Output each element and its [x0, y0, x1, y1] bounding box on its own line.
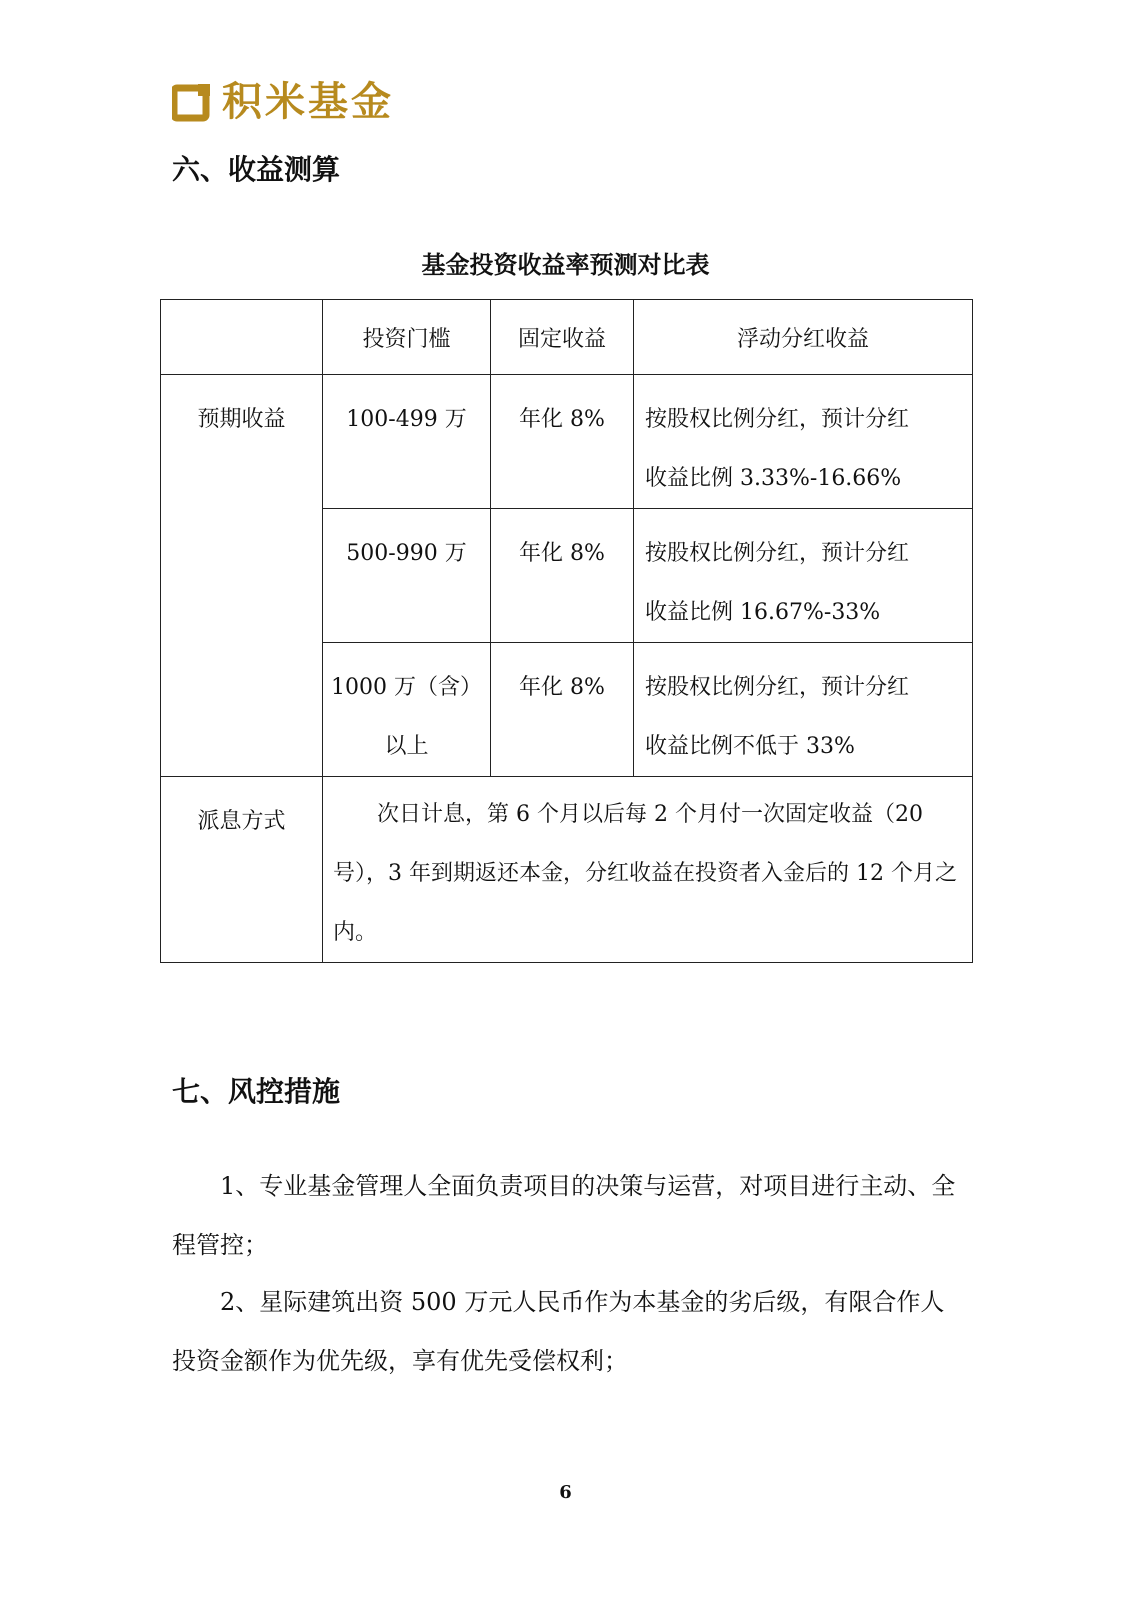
table-title: 基金投资收益率预测对比表	[421, 251, 710, 279]
fixed-text: 年化 8%	[519, 541, 605, 566]
fixed-text: 年化 8%	[519, 675, 605, 700]
fixed-text: 年化 8%	[519, 407, 605, 432]
section-6-title: 六、收益测算	[172, 153, 341, 186]
floating-line-2: 收益比例 3.33%-16.66%	[645, 466, 902, 491]
floating-line-1: 按股权比例分红，预计分红	[645, 675, 910, 700]
page-number: 6	[559, 1482, 572, 1503]
section-7-title: 七、风控措施	[172, 1075, 341, 1108]
payment-text-cell	[323, 777, 973, 963]
floating-line-2: 收益比例 16.67%-33%	[645, 600, 881, 625]
floating-cell	[634, 375, 973, 509]
threshold-cell	[323, 643, 491, 777]
logo-mark-icon	[172, 82, 212, 122]
expected-label: 预期收益	[197, 407, 286, 432]
payment-row	[161, 777, 973, 963]
threshold-text: 100-499 万	[346, 407, 467, 432]
table-header-row	[161, 300, 973, 375]
payment-text: 次日计息，第 6 个月以后每 2 个月付一次固定收益（20 号），3 年到期返还本金，分红收益在投资者入金后的 12 个月之内。	[333, 802, 957, 945]
floating-cell	[634, 643, 973, 777]
logo	[172, 79, 394, 125]
header-cell-threshold: 投资门槛	[323, 300, 491, 375]
header-cell-fixed: 固定收益	[491, 300, 634, 375]
fixed-cell	[491, 509, 634, 643]
header-cell-empty	[161, 300, 323, 375]
payment-label-cell	[161, 777, 323, 963]
floating-line-2: 收益比例不低于 33%	[645, 734, 855, 759]
table-row	[161, 375, 973, 509]
fixed-cell	[491, 375, 634, 509]
fixed-cell	[491, 643, 634, 777]
payment-label: 派息方式	[197, 809, 286, 834]
expected-label-cell	[161, 375, 323, 777]
threshold-cell	[323, 509, 491, 643]
risk-item-1: 1、专业基金管理人全面负责项目的决策与运营，对项目进行主动、全程管控；	[172, 1172, 956, 1259]
returns-table	[160, 299, 973, 963]
threshold-line-1: 1000 万（含）	[331, 675, 482, 700]
floating-line-1: 按股权比例分红，预计分红	[645, 407, 910, 432]
threshold-cell	[323, 375, 491, 509]
floating-cell	[634, 509, 973, 643]
risk-item-2: 2、星际建筑出资 500 万元人民币作为本基金的劣后级，有限合作人投资金额作为优先级，享有优先受偿权利；	[172, 1288, 945, 1375]
threshold-text: 500-990 万	[346, 541, 467, 566]
threshold-line-2: 以上	[384, 734, 429, 759]
header-cell-floating: 浮动分红收益	[634, 300, 973, 375]
logo-text: 积米基金	[222, 79, 394, 125]
floating-line-1: 按股权比例分红，预计分红	[645, 541, 910, 566]
